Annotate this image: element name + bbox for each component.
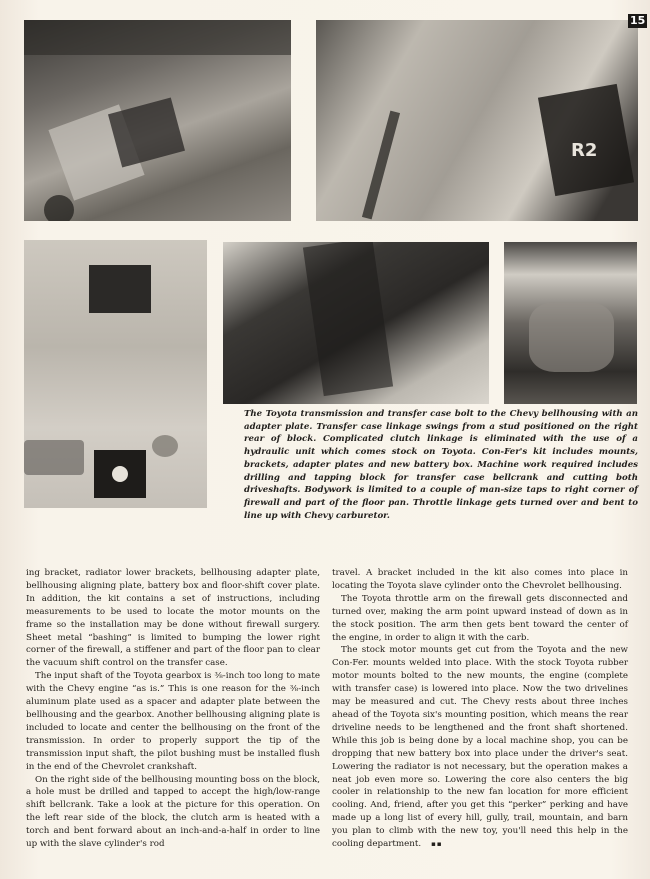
photo-caption: The Toyota transmission and transfer case bolt to the Chevy bellhousing with an adapter plate. Transfer case linkage swings from a stud positioned on the right rear of block. Complicated clutch linkage is eliminated with the use of a hydraulic unit which comes stock on Toyota. Con-Fer's kit includes mounts, brackets, adapter plates and new battery box. Machine work required includes drilling and tapping block for transfer case bellcrank and cutting both driveshafts. Bodywork is limited to a couple of man-size taps to right corner of firewall and part of the floor pan. Throttle linkage gets turned over and bent to line up with Chevy carburetor.: [244, 409, 638, 521]
page-number: 15: [630, 14, 646, 27]
paragraph: The Toyota throttle arm on the firewall gets disconnected and turned over, making the arm point upward instead of down as in the stock position. The arm then gets bent toward the center of the engine, in order to align it with the carb.: [332, 593, 628, 643]
paragraph: [332, 644, 628, 851]
article-right-column: [332, 567, 628, 851]
photo-kit-parts: [24, 240, 207, 508]
photo-engine-bay-front: [504, 242, 637, 404]
paragraph: The input shaft of the Toyota gearbox is ⅜-inch too long to mate with the Chevy engine “as is.” This is one reason for the ⅜-inch aluminum plate used as a spacer and adapter plate between the bellhousing and the gearbox. Another bellhousing aligning plate is included to locate and center the bellhousing on the front of the transmission. In order to properly support the tip of the transmission input shaft, the pilot bushing must be installed flush in the end of the Chevrolet crankshaft.: [26, 671, 320, 772]
photo-linkage-mount: [316, 20, 638, 221]
paragraph: ing bracket, radiator lower brackets, bellhousing adapter plate, bellhousing aligning plate, battery box and floor-shift cover plate. In addition, the kit contains a set of instructions, including measurements to be used to locate the motor mounts on the frame so the installation may be done without firewall surgery. Sheet metal “bashing” is limited to bumping the lower right corner of the firewall, a stiffener and part of the floor pan to clear the vacuum shift control on the transfer case.: [26, 568, 320, 669]
paragraph: On the right side of the bellhousing mounting boss on the block, a hole must be drilled and tapped to accept the high/low-range shift bellcrank. Take a look at the picture for this operation. On the left rear side of the block, the clutch arm is heated with a torch and bent forward about an inch-and-a-half in order to line up with the slave cylinder's rod: [26, 774, 320, 850]
paragraph-text: The stock motor mounts get cut from the Toyota and the new Con-Fer. mounts welded into place. With the stock Toyota rubber motor mounts bolted to the new mounts, the engine (complete with transfer case) is lowered into place. Now the two drivelines may be measured and cut. The Chevy rests about three inches ahead of the Toyota six's mounting position, which means the rear driveline needs to be lengthened and the front shaft shortened. While this job is being done by a local machine shop, you can be dropping that new battery box into place under the driver's seat. Lowering the radiator is not necessary, but the operation makes a neat job even more so. Lowering the core also centers the big cooler in relationship to the new fan location for more efficient cooling. And, friend, after you get this “perker” perking and have made up a long list of every hill, gully, trail, mountain, and barn you plan to climb with the new toy, you'll need this help in the cooling department.: [332, 645, 628, 850]
r2-marking: R2: [571, 140, 598, 161]
photo-engine-lowering: [223, 242, 489, 404]
article-left-column: [26, 567, 320, 851]
paragraph: travel. A bracket included in the kit also comes into place in locating the Toyota slave cylinder onto the Chevrolet bellhousing.: [332, 568, 628, 591]
photo-transmission-transfer-case: [24, 20, 291, 221]
end-of-article-mark: ▪▪: [431, 840, 443, 849]
